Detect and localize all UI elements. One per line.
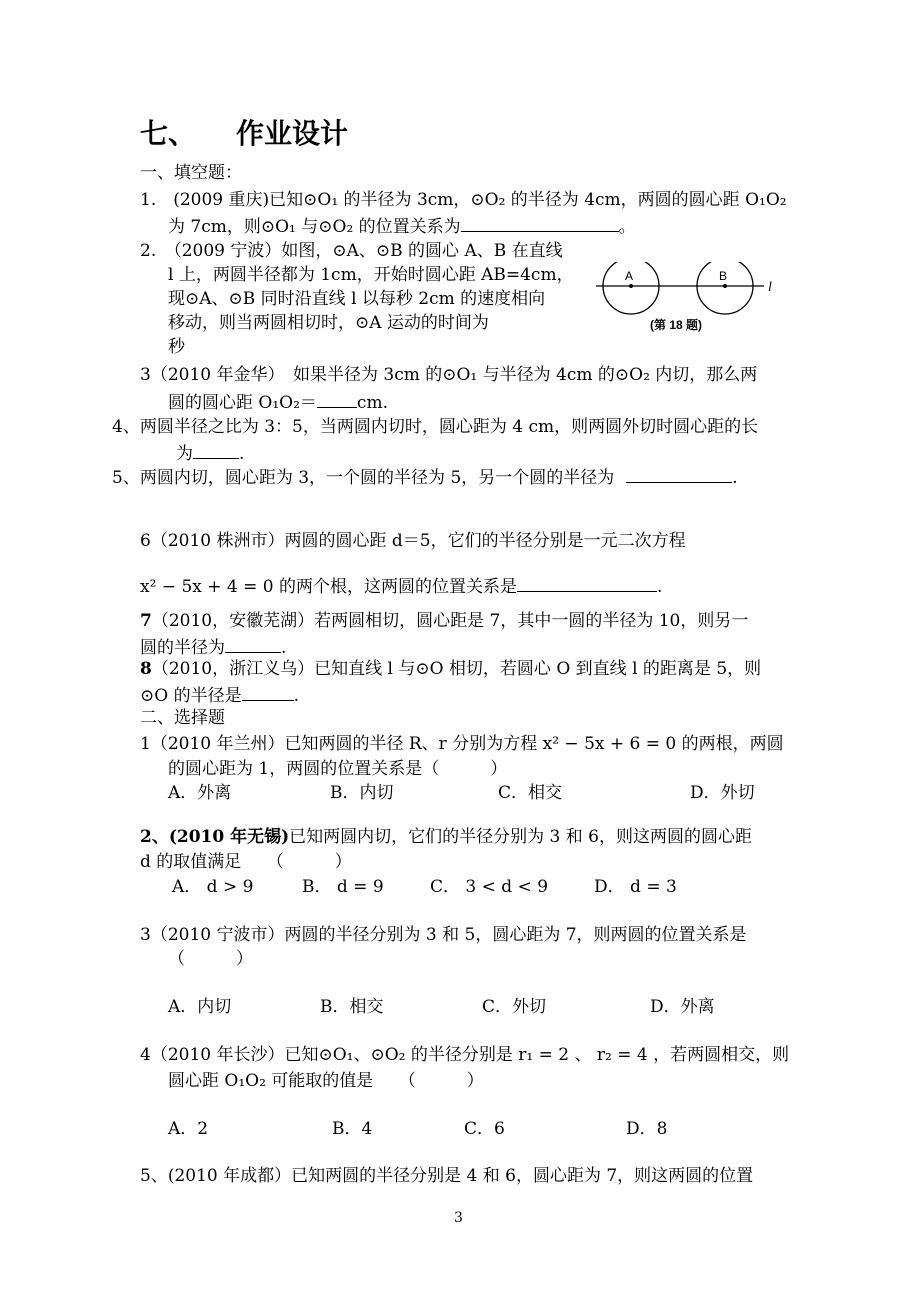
fill-q7-line2: 圆的半径为 .: [140, 635, 286, 659]
fill-q8-line1: 8（2010，浙江义乌）已知直线 l 与⊙O 相切，若圆心 O 到直线 l 的距离是 5，则: [140, 659, 762, 679]
fill-q2-line2: l 上，两圆半径都为 1cm，开始时圆心距 AB=4cm，: [168, 265, 574, 285]
fill-q3-line2: 圆的圆心距 O₁O₂＝ cm.: [168, 390, 388, 414]
answer-blank[interactable]: [626, 465, 732, 483]
choice-option-d[interactable]: D．外离: [650, 997, 715, 1017]
choice-q1-line1: 1（2010 年兰州）已知两圆的半径 R、r 分别为方程 x² − 5x + 6 = 0 的两根，两圆: [140, 734, 784, 754]
choice-q4-line2: 圆心距 O₁O₂ 可能取的值是 （ ）: [168, 1071, 484, 1091]
fill-q6-line1: 6（2010 株洲市）两圆的圆心距 d＝5，它们的半径分别是一元二次方程: [140, 531, 686, 551]
answer-blank[interactable]: [242, 683, 294, 701]
choice-option-a[interactable]: A．2: [168, 1119, 209, 1139]
label-b: B: [719, 269, 728, 283]
choice-option-c[interactable]: C． 3 < d < 9: [430, 877, 549, 897]
fill-q2-line5: 秒: [168, 337, 185, 357]
section-choice-heading: 二、选择题: [140, 708, 225, 728]
title-text: 作业设计: [236, 117, 349, 150]
answer-blank[interactable]: [517, 574, 657, 592]
choice-option-c[interactable]: C．外切: [482, 997, 547, 1017]
choice-option-b[interactable]: B． d = 9: [302, 877, 384, 897]
fill-q4-line2: 为 .: [176, 441, 244, 465]
fill-q7-line1: 7（2010，安徽芜湖）若两圆相切，圆心距是 7，其中一圆的半径为 10，则另一: [140, 611, 749, 631]
choice-q5-line1: 5、(2010 年成都）已知两圆的半径分别是 4 和 6，圆心距为 7，则这两圆的位置: [140, 1166, 754, 1186]
answer-blank[interactable]: [317, 390, 357, 408]
center-a-dot: [629, 284, 633, 288]
choice-q2-line1: 2、(2010 年无锡)已知两圆内切，它们的半径分别为 3 和 6，则这两圆的圆心距: [140, 827, 752, 847]
choice-q1-line2: 的圆心距为 1，两圆的位置关系是（ ）: [168, 759, 508, 779]
fill-q2-line3: 现⊙A、⊙B 同时沿直线 l 以每秒 2cm 的速度相向: [168, 289, 546, 309]
choice-q3-line1: 3（2010 宁波市）两圆的半径分别为 3 和 5，圆心距为 7，则两圆的位置关系是: [140, 925, 747, 945]
fill-q2-line4: 移动，则当两圆相切时，⊙A 运动的时间为: [168, 313, 489, 333]
title-number: 七、: [140, 117, 197, 150]
choice-option-b[interactable]: B．相交: [320, 997, 384, 1017]
answer-blank[interactable]: [461, 214, 619, 232]
label-l: l: [768, 280, 772, 295]
fill-q2-line1: 2. （2009 宁波）如图，⊙A、⊙B 的圆心 A、B 在直线: [140, 241, 563, 261]
fill-q1-line1: 1. (2009 重庆)已知⊙O₁ 的半径为 3cm，⊙O₂ 的半径为 4cm，两圆的圆心距 O₁O₂: [140, 190, 787, 210]
page-number: 3: [454, 1210, 463, 1226]
fill-q5: 5、两圆内切，圆心距为 3，一个圆的半径为 5，另一个圆的半径为 .: [112, 465, 738, 489]
choice-q2-line2: d 的取值满足 （ ）: [140, 852, 352, 872]
choice-option-b[interactable]: B．内切: [330, 783, 394, 803]
choice-option-c[interactable]: C．相交: [498, 783, 563, 803]
fill-q1-line2: 为 7cm，则⊙O₁ 与⊙O₂ 的位置关系为 。: [168, 214, 636, 238]
choice-option-d[interactable]: D． d = 3: [594, 877, 677, 897]
choice-option-d[interactable]: D．8: [626, 1119, 668, 1139]
section-title: [140, 116, 348, 152]
fill-q4-line1: 4、两圆半径之比为 3：5，当两圆内切时，圆心距为 4 cm，则两圆外切时圆心距的长: [112, 417, 759, 437]
fill-q8-line2: ⊙O 的半径是 .: [140, 683, 299, 707]
fill-q3-line1: 3（2010 年金华） 如果半径为 3cm 的⊙O₁ 与半径为 4cm 的⊙O₂ 内切，那么两: [140, 365, 758, 385]
label-a: A: [625, 269, 634, 283]
section-fill-heading: 一、填空题：: [140, 163, 242, 183]
choice-q4-line1: 4（2010 年长沙）已知⊙O₁、⊙O₂ 的半径分别是 r₁ = 2 、 r₂ = 4 ，若两圆相交，则: [140, 1045, 790, 1065]
choice-q3-line2: （ ）: [168, 949, 253, 969]
figure-caption: (第 18 题): [650, 318, 703, 332]
choice-option-a[interactable]: A． d > 9: [172, 877, 254, 897]
choice-option-d[interactable]: D．外切: [690, 783, 755, 803]
choice-option-a[interactable]: A．外离: [168, 783, 232, 803]
choice-option-b[interactable]: B．4: [332, 1119, 373, 1139]
answer-blank[interactable]: [193, 441, 239, 459]
two-circles-figure: [594, 262, 774, 334]
choice-option-c[interactable]: C．6: [464, 1119, 505, 1139]
answer-blank[interactable]: [225, 635, 281, 653]
center-b-dot: [723, 284, 727, 288]
choice-option-a[interactable]: A．内切: [168, 997, 232, 1017]
fill-q6-line2: x² − 5x + 4 = 0 的两个根，这两圆的位置关系是 .: [140, 574, 662, 598]
